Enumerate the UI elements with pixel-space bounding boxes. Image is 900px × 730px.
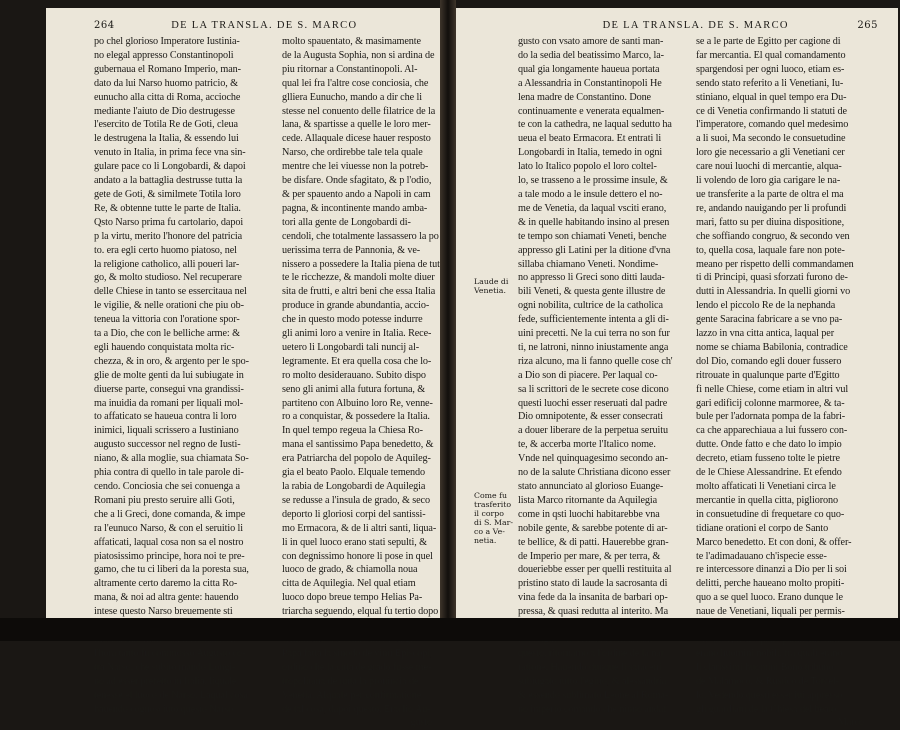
text-line: nome se chiama Babilonia, contradice — [696, 341, 848, 353]
text-line: me de Venetia, da laqual vsciti erano, — [518, 202, 667, 214]
text-line: dutte. Onde fatto e che dato lo impio — [696, 439, 842, 451]
margin-note-line: il corpo — [474, 509, 504, 518]
text-line: & in quelle habitando insino al presen — [518, 216, 670, 228]
text-line: te bellice, & di patti. Hauerebbe gran- — [518, 536, 669, 548]
text-line: lo, se trasseno a le prossime insule, & — [518, 175, 668, 187]
text-line: dutti in Alessandria. In quelli giorni vo — [696, 286, 851, 298]
text-line: doueriebbe esser per quelli restituita al — [518, 564, 672, 576]
text-line: augusto successor nel regno de Iusti- — [94, 439, 241, 451]
text-line: mari, fatto su per diuina dispositione, — [696, 216, 845, 228]
page-bottom-shadow — [0, 618, 900, 641]
text-line: be disfare. Onde sfagitato, & p l'odio, — [282, 175, 432, 187]
text-line: fi nelle Chiese, come etiam in altri vul — [696, 383, 849, 395]
text-line: questo, ritornamo a l'ordine de la nar — [518, 647, 664, 659]
text-line: qual gia longamente haueua portata — [518, 63, 660, 75]
text-line: mercantie in quella citta, pigliorono — [696, 494, 838, 506]
text-line: erano huomini nobili, fra quali erano — [696, 647, 843, 659]
text-line: spargendosi per ogni luoco, etiam es- — [696, 63, 845, 75]
text-line: to affaticato se haueua contra li loro — [94, 411, 237, 423]
catchword: Marco — [837, 717, 864, 729]
text-line: che a li Greci, done comanda, & impe — [94, 508, 246, 520]
text-line: che in questo modo potesse indurre — [282, 314, 423, 326]
text-line: niano, & alla moglie, sua chiamata So- — [94, 453, 249, 465]
text-line: cendoli, che totalmente lassassero la po — [282, 230, 439, 242]
text-line: Dio omnipotente, & esser consecrati — [518, 411, 664, 423]
text-line: come in qsti luochi habitarebbe vna — [518, 508, 660, 520]
text-line: a tale modo a le insule dettero el no- — [518, 188, 663, 200]
text-line: loro gie necessario a gli Venetiani cer — [696, 147, 845, 159]
text-line: Vnde nel quinquagesimo secondo an- — [518, 453, 668, 465]
text-line: era Patriarcha del popolo de Aquileg- — [282, 453, 431, 465]
text-line: Re, & obtenne tutte le parte de Italia. — [94, 202, 241, 214]
text-line: ma inuidia da romani per liquali mol- — [94, 397, 244, 409]
text-line: far mercantia. El qual comandamento — [696, 49, 846, 61]
text-line: uetero li Longobardi tali nuncij al- — [282, 341, 420, 353]
text-line: se redusse a l'insula de grado, & seco — [282, 494, 430, 506]
margin-note — [474, 277, 508, 295]
margin-note-line: Come fu — [474, 491, 508, 500]
text-line: te l'adimadauano ch'ispecie esse- — [696, 550, 827, 562]
text-line: no elegal appresso Constantinopoli — [94, 49, 234, 61]
text-line: sillaba chiamano Veneti. Nondime- — [518, 258, 659, 270]
text-line: gli animi loro a venire in Italia. Rece- — [282, 328, 432, 340]
text-line: appresso gli Latini per la ditione d'vna — [518, 244, 671, 256]
text-line: de la Augusta Sophia, non si ardina de — [282, 49, 435, 61]
text-line: ue transferite a la parte de oltra el ma — [696, 188, 844, 200]
text-line: chezza, & in oro, & argento per le spo- — [94, 355, 249, 367]
text-line: intese questo Narso breuemente sti — [94, 606, 233, 618]
text-line: la rabia de Longobardi de Aquilegia — [282, 481, 426, 492]
text-line: ordino che la citta de grado fusse me- — [282, 661, 432, 673]
text-line: pristino stato di laude la sacrosanta di — [518, 578, 668, 590]
text-line: de Imperio per mare, & per terra, & — [518, 550, 661, 562]
text-line: no imperio comando che ninno andaf — [518, 703, 667, 715]
text-line: In quel tempo regeua la Chiesa Ro- — [282, 425, 423, 437]
text-line: dol Dio, comando egli douer fussero — [696, 355, 842, 367]
text-line: teneua la vittoria con l'oratione spor- — [94, 314, 240, 326]
text-line: a li suoi, Ma secondo le consuetudine — [696, 133, 846, 145]
text-line: riza alcuno, ma li fanno quelle cose ch' — [518, 355, 673, 367]
text-line: ogni nobilita, cultrice de la catholica — [518, 300, 663, 312]
text-line: gia el beato Paolo. Elquale temendo — [282, 467, 426, 479]
text-line: tidiane orationi el corpo de Santo — [696, 522, 829, 534]
text-line: ratione. Hauendo dunque li saraceni — [518, 661, 662, 673]
left-page — [46, 8, 442, 729]
text-line: le destrugena la Italia, & essendo lui — [94, 133, 239, 145]
text-line: ra l'eunuco Narso, & con el seruitio li — [94, 522, 244, 534]
text-line: sendo stato referito a li Venetiani, Iu- — [696, 77, 844, 89]
text-line: piu ritornar a Constantinopoli. Al- — [282, 63, 418, 75]
text-line: li volendo de loro gia carigare le na- — [696, 175, 841, 187]
text-line: po chel glorioso Imperatore Iustinia- — [94, 36, 240, 47]
text-line: nissero a possedere la Italia piena de tut — [282, 258, 440, 270]
text-line: lena madre de Constantino. Done — [518, 91, 651, 103]
text-line: stato annunciato al glorioso Euange- — [518, 481, 664, 492]
text-line: no ad esser prefetto in Italia, liquale — [94, 675, 237, 687]
text-line: lato lo Italico popolo el loro coltel- — [518, 161, 657, 173]
text-line: glliera Eunucho, mando a dir che li — [282, 91, 422, 103]
text-line: ca che apparechiaua a lui fussero con- — [696, 425, 848, 437]
catchword: gusto — [410, 717, 432, 729]
text-line: inimici, liquali scrissero a Iustiniano — [94, 425, 239, 437]
text-line: dato da lui Narso huomo patricio, & — [94, 77, 238, 89]
text-line: care noui luochi di mercantie, alqua- — [696, 161, 842, 173]
text-line: triarcha seguendo, elqual fu tertio dopo — [282, 606, 439, 618]
text-line: molto spauentato, & masimamente — [282, 36, 421, 47]
text-line: gulare pace co li Longobardi, & dapoi — [94, 161, 246, 173]
text-line: mana, & noi ad altra gente: hauendo — [94, 592, 239, 604]
text-line: gubernaua el Romano Imperio, man- — [94, 63, 241, 75]
running-head: DE LA TRANSLA. DE S. MARCO — [171, 20, 358, 31]
running-head: DE LA TRANSLA. DE S. MARCO — [602, 20, 789, 31]
margin-note — [474, 491, 513, 545]
text-line: luoco dopo breue tempo Helias Pa- — [282, 592, 423, 604]
text-line: se a le parte de Egitto per cagione di — [696, 36, 841, 47]
text-line: seno gli animi alla futura fortuna, & — [282, 383, 426, 395]
text-line: ce di Venetia confirmando li statuti de — [696, 105, 847, 117]
text-line: lo. Vedendo questi esser iui appresso — [696, 689, 843, 701]
text-line: stesse nel conuento delle filatrice de la — [282, 105, 436, 117]
text-line: quo a se quel luoco. Erano dunque le — [696, 592, 843, 604]
text-line: Longobardi in Italia, temedo in ogni — [518, 147, 663, 159]
text-line: a Alessandria in Constantinopoli He — [518, 77, 662, 89]
text-line: li clarissimi huomini Bono tribuno — [696, 661, 834, 673]
text-line: mentre che lei viuesse non la potreb- — [282, 161, 429, 173]
margin-note-line: netia. — [474, 536, 497, 545]
text-line: te con la cathedra, ne laqual sedutto ha — [518, 119, 672, 131]
page-number: 264 — [94, 20, 115, 31]
text-line: andato a la battaglia destrusse tutta la — [94, 175, 243, 187]
text-line: mo Ermacora, & de li altri santi, liqua- — [282, 522, 437, 534]
text-line: ti, ne latroni, ninno iniustamente anga — [518, 341, 669, 353]
text-line: deporto li gloriosi corpi del santissi- — [282, 508, 426, 520]
text-line: subiugato tutto l'egitto, & alessandria — [518, 675, 667, 687]
text-line: altramente certo daremo la citta Ro- — [94, 578, 238, 590]
text-line: gli guardiani de la Chiesa del beato — [696, 703, 837, 715]
text-line: meano per rispetto delli commandamen — [696, 258, 854, 270]
text-line: Marco benedetto. Et con doni, & offer- — [696, 536, 852, 548]
text-line: produce in grande abundantia, accio- — [282, 300, 430, 312]
text-line: con degnissimo honore li pose in quel — [282, 550, 433, 562]
text-line: de tal cosa, dapoi questo, Eraclio Au- — [282, 703, 431, 715]
text-line: continuamente e venerata equalmen- — [518, 105, 665, 117]
book-gutter — [440, 0, 456, 641]
text-line: phia contra di quello in tale parole di- — [94, 467, 244, 479]
text-line: & essendo sublimato Leone al Roma- — [518, 689, 669, 701]
text-line: Venetia. Alquale per confirmatione — [282, 689, 422, 701]
text-line: pressa, & quasi redutta al interito. Ma — [518, 606, 669, 618]
text-line: delitti, perche haueano molto propiti- — [696, 578, 845, 590]
text-line: & per spauento ando a Napoli in cam — [282, 188, 431, 200]
text-line: questi luochi esser reseruati dal padre — [518, 397, 668, 409]
text-line: cendo. Conciosia che sei conuenga a — [94, 481, 240, 492]
text-line: re intercessore dinanzi a Dio per li soi — [696, 564, 847, 576]
text-line: ti di Principi, quasi sforzati furono de- — [696, 272, 848, 284]
margin-note-line: Laude di — [474, 277, 509, 286]
text-line: gamo, che tu ci liberi da la poresta sua, — [94, 564, 249, 576]
text-line: hauendo cognosciuto questo Narso — [94, 703, 234, 715]
text-line: tori alla gente de Longobardi di- — [282, 216, 411, 228]
text-line: to, quella cosa, laquale fare non pote- — [696, 244, 845, 256]
margin-note-line: co a Ve- — [474, 527, 505, 536]
text-line: venuto in Italia, in prima fece vna sin- — [94, 147, 246, 159]
text-line: de Malamoco, & Rustico de Torcel- — [696, 675, 839, 687]
text-line: molto affaticati li Venetiani circa le — [696, 481, 836, 492]
text-line: Qsto Narso prima fu cartolario, dapoi — [94, 216, 244, 228]
text-line: mana el santissimo Papa benedetto, & — [282, 439, 434, 451]
text-line: uini precetti. Ne la cui terra no son fur — [518, 328, 670, 340]
text-line: legramente. Et era quella cosa che lo- — [282, 355, 432, 367]
text-line: re, andando nauigando per li profundi — [696, 202, 847, 214]
text-line: lista Marco ritornante da Aquilegia — [518, 494, 658, 506]
text-line: a Dio son di piacere. Per laqual co- — [518, 369, 658, 381]
text-line: fede, sufficientemente intenta a gli di- — [518, 314, 669, 326]
text-line: gari edificij colonne marmoree, & ta- — [696, 397, 845, 409]
text-line: l'esercito de Totila Re de Goti, cleua — [94, 119, 238, 131]
text-line: bule per l'adornata pompa de la fabri- — [696, 411, 846, 423]
text-line: naue de Venetiani, liquali per permis- — [696, 606, 845, 618]
text-line: citta de Aquilegia. Nel qual etiam — [282, 578, 416, 590]
text-line: decreto, etiam fusseno tolte le pietre — [696, 453, 840, 465]
page-number: 265 — [857, 20, 878, 31]
text-line: ritrouate in qualunque parte d'Egitto — [696, 369, 840, 381]
text-line: gusto con vsato amore de santi man- — [518, 36, 664, 47]
text-line: ueua el beato Ermacora. Et entrati li — [518, 133, 662, 145]
margin-note-line: Venetia. — [474, 286, 506, 295]
text-line: cede. Allaquale dicese hauer resposto — [282, 133, 431, 145]
text-line: li in quel luoco erano stati sepulti, & — [282, 536, 427, 548]
text-line: de le Chiese Alessandrine. Et efendo — [696, 467, 842, 479]
text-line: sa li scrittori de le secrete cose dicono — [518, 383, 669, 395]
text-column-lines — [696, 35, 864, 716]
text-line: Narso, che ordirebbe tale tela quale — [282, 147, 423, 159]
text-line: mediante l'aiuto de Dio destrugesse — [94, 105, 235, 117]
margin-note-line: trasferito — [474, 500, 512, 509]
right-page-header — [474, 20, 878, 34]
text-line: go, & molto studioso. Nel recuperare — [94, 272, 242, 284]
text-line: sita de frutti, e altri beni che essa Italia — [282, 286, 436, 298]
text-line: gente Saracina fabricare a se vno pa- — [696, 314, 843, 326]
text-line: diuerse parte, consegui vna grandissi- — [94, 383, 244, 395]
text-line: te, & accerba morte l'Italico nome. — [518, 439, 656, 451]
text-line: nobile gente, & sarebbe potente di ar- — [518, 522, 668, 534]
text-line: partiteno con Albuino loro Re, venne- — [282, 397, 433, 409]
text-line: lana, & spartisse a quelle le loro mer- — [282, 119, 431, 131]
text-line: tropolitana de tutta la prouincia de — [282, 675, 419, 687]
text-line: in consuetudine di frequetare co quo- — [696, 508, 845, 520]
text-line: che soffiando congruo, & secondo ven — [696, 230, 850, 242]
text-line: ro a conquistar, & possedere la Italia. — [282, 411, 430, 423]
text-line: la religione catholico, alli poueri lar- — [94, 258, 240, 270]
text-line: vina fede da la insanita de barbari op- — [518, 592, 668, 604]
text-line: stiniano, elqual in quel tempo era Du- — [696, 91, 847, 103]
text-line: do la sedia del beatissimo Marco, la- — [518, 49, 664, 61]
text-line: affaticati, laqual cosa non sa el nostro — [94, 536, 244, 548]
text-line: tra Narso, che subito mando Longi- — [94, 661, 236, 673]
text-line: uerissima terra de Pannonia, & ve- — [282, 244, 421, 256]
text-line: ro molto desiderauano. Subito dispo — [282, 369, 426, 381]
left-page-header — [94, 20, 432, 34]
text-line: egli hauendo conquistata molta ric- — [94, 341, 235, 353]
text-line: p la virtu, merito l'honore del patricia — [94, 230, 243, 242]
margin-note-line: di S. Mar- — [474, 518, 513, 527]
text-line: a douer liberare de la perpetua seruitu — [518, 425, 668, 437]
text-line: lazzo in vna citta antica, laqual per — [696, 328, 835, 340]
text-line: bili Veneti, & questa gente illustre de — [518, 286, 666, 298]
text-line: gete de Goti, & similmete Totila loro — [94, 188, 241, 200]
text-line: Papa fatta la sinodo de vinti Episcopi, — [282, 647, 433, 659]
text-line: qual lei fra l'altre cose conciosia, che — [282, 77, 429, 89]
text-line: eunucho alla citta di Roma, accioche — [94, 91, 241, 103]
text-line: glie de molte genti da lui subiugate in — [94, 369, 244, 381]
text-line: delle Chiese in tanto se essercitaua nel — [94, 286, 247, 298]
text-line: lendo el piccolo Re de la nephanda — [696, 300, 836, 312]
text-line: l'hora tanto fu commosso Augusto co- — [94, 647, 246, 659]
text-line: Romani piu presto seruire alli Goti, — [94, 494, 235, 506]
text-line: le vigilie, & nelle orationi che piu ob- — [94, 300, 244, 312]
text-line: no de la salute Christiana dicono esser — [518, 467, 671, 479]
text-line: te tempo son chiamati Veneti, benche — [518, 230, 667, 242]
text-line: no appresso li Greci sono ditti lauda- — [518, 272, 665, 284]
text-line: piatosissimo principe, hora noi te pre- — [94, 550, 245, 562]
text-line: luoco de grado, & chiamolla noua — [282, 564, 418, 576]
text-line: pagna, & incontinente mando amba- — [282, 202, 428, 214]
right-page — [452, 8, 898, 729]
text-column-lines — [282, 35, 440, 716]
text-line: l'imperatore, comando quel medesimo — [696, 119, 849, 131]
text-line: te le ricchezze, & mandoli molte diuer — [282, 272, 435, 284]
text-line: ta a Dio, che con le belliche arme: & — [94, 328, 240, 340]
text-line: tenesse el luoco de Narso. Laqual cosa — [94, 689, 248, 701]
text-line: to. era egli certo huomo piatoso, nel — [94, 244, 237, 256]
